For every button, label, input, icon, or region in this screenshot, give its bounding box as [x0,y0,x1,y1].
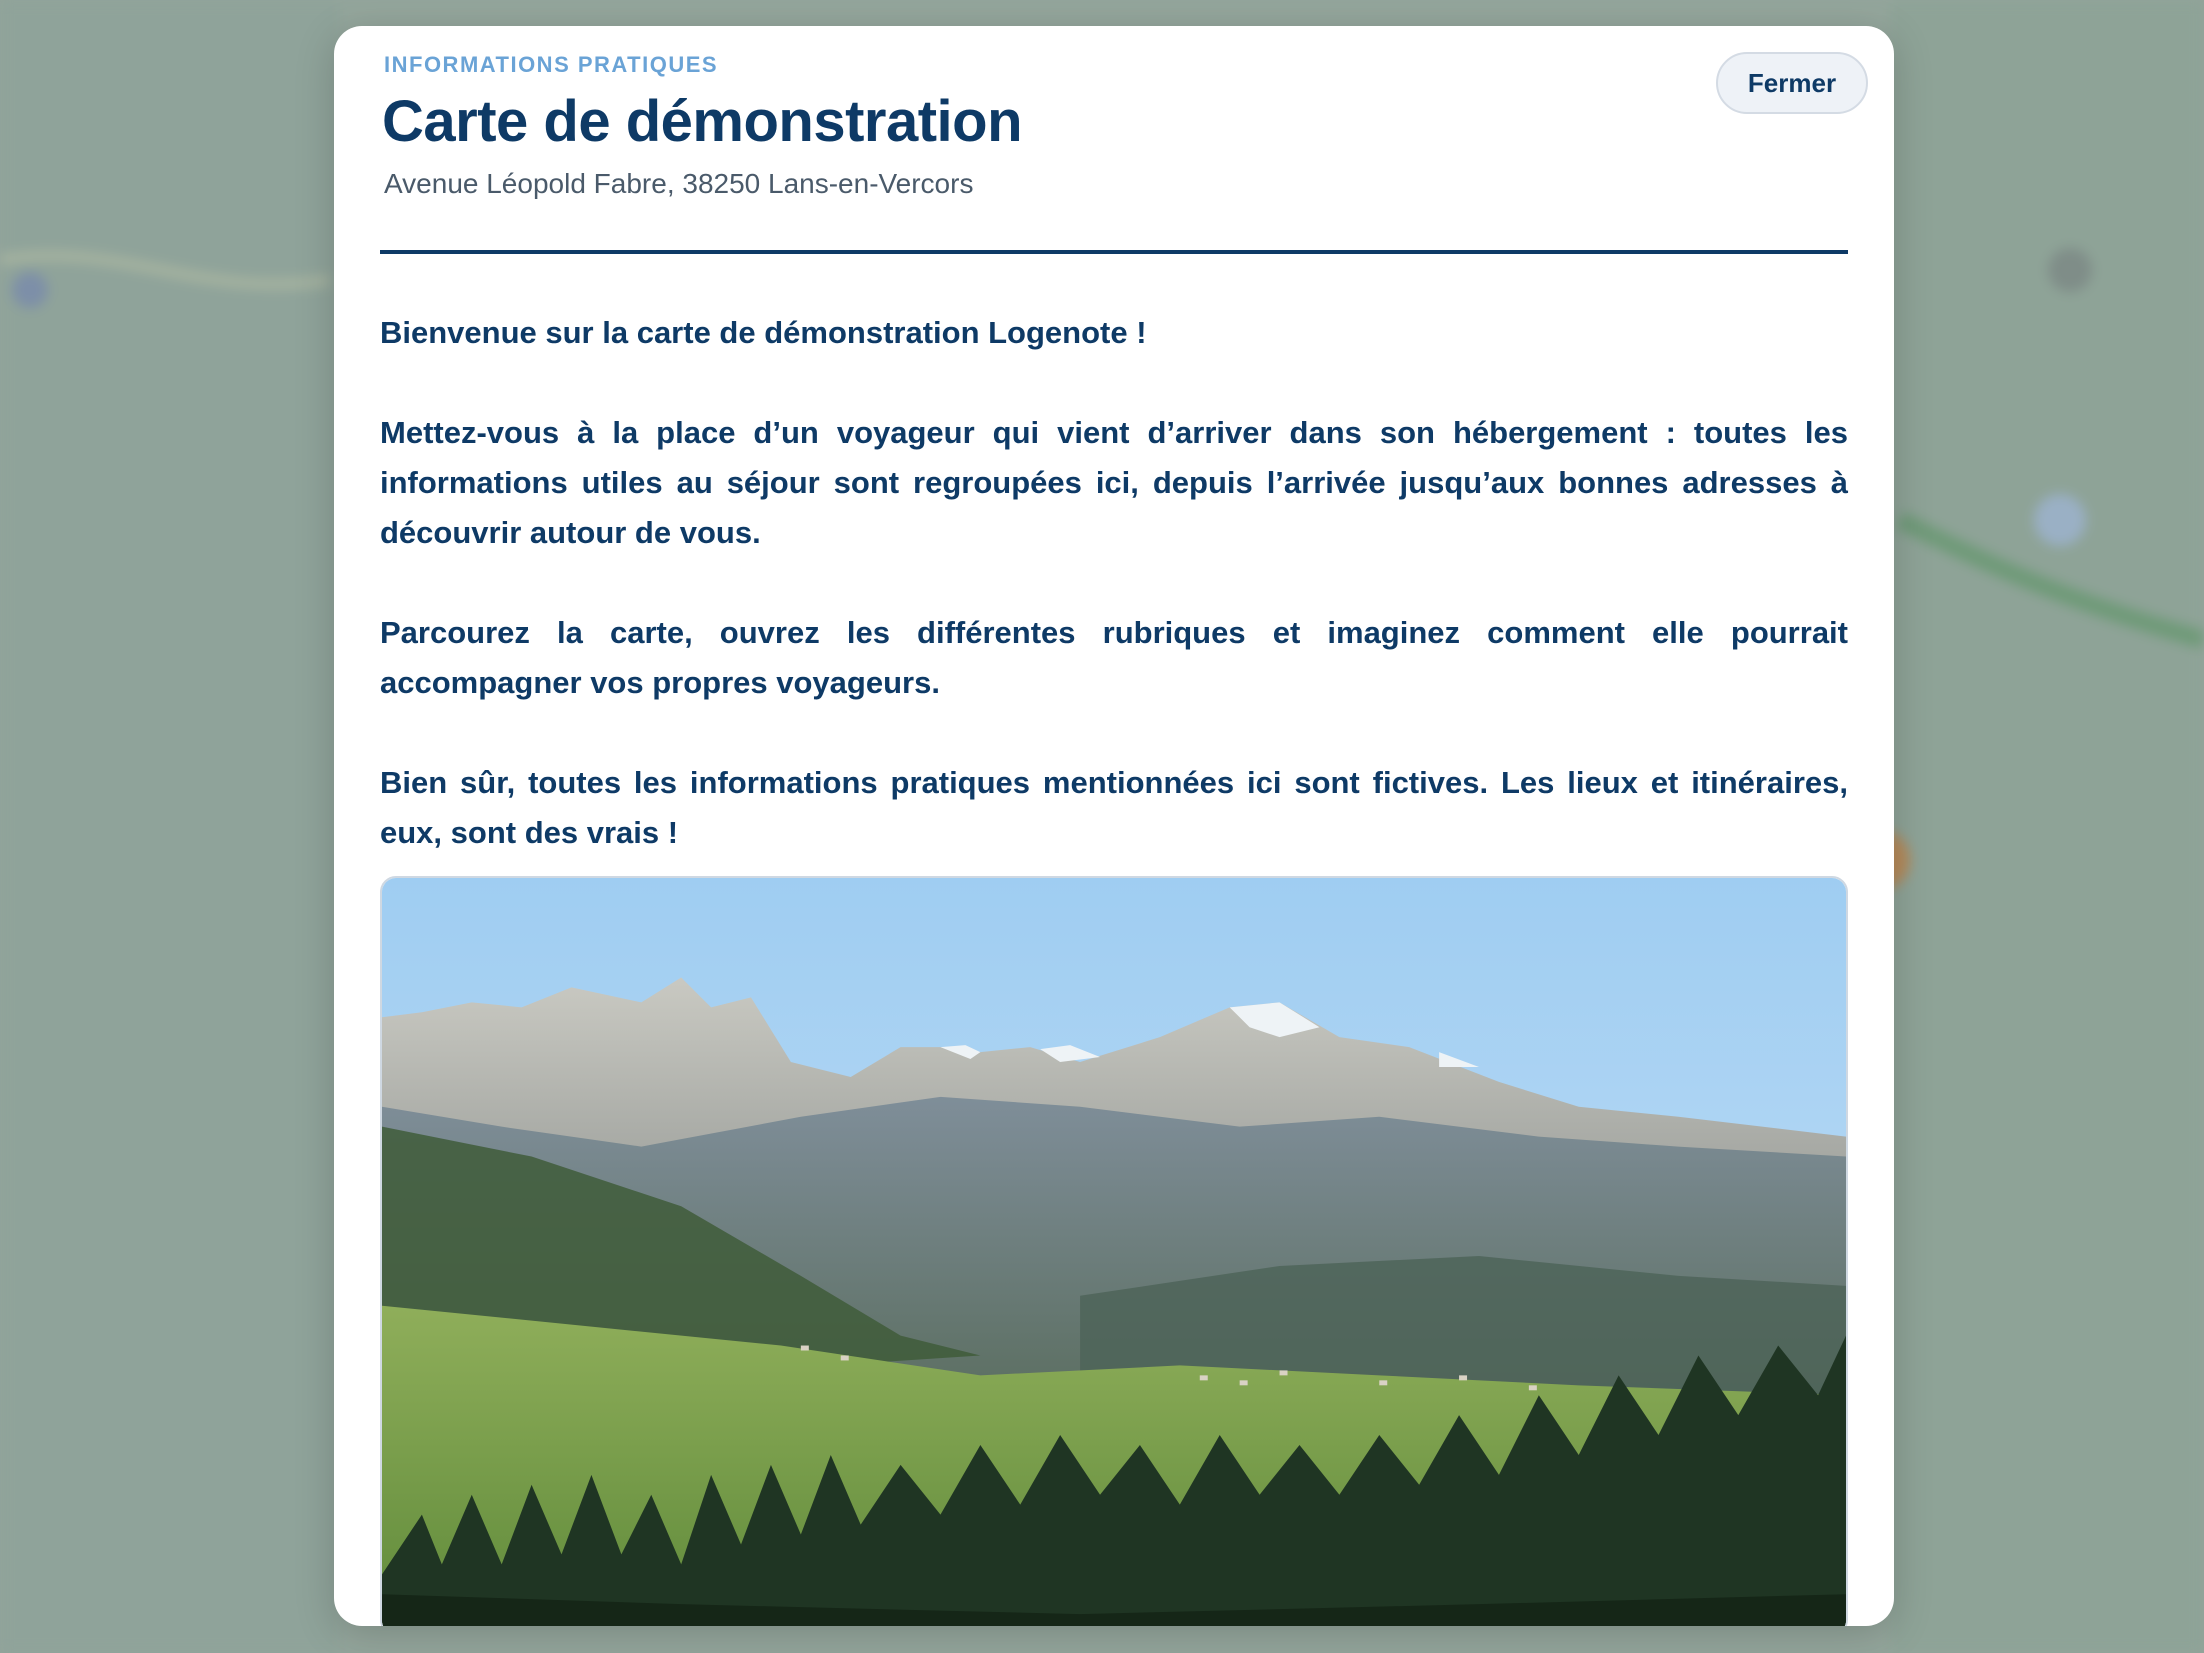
info-modal [334,26,1894,1626]
modal-body [380,308,1848,858]
modal-title: Carte de démonstration [382,89,1022,154]
paragraph-disclaimer: Bien sûr, toutes les informations pratiques mentionnées ici sont fictives. Les lieux et itinéraires, eux, sont des vrais ! [380,765,1848,850]
modal-eyebrow: INFORMATIONS PRATIQUES [384,52,719,77]
paragraph-welcome: Bienvenue sur la carte de démonstration Logenote ! [380,315,1147,350]
paragraph-intro: Mettez-vous à la place d’un voyageur qui vient d’arriver dans son hébergement : toutes les informations utiles au séjour sont regroupées ici, depuis l’arrivée jusqu’aux bonnes adresses à découvrir autour de vous. [380,415,1848,550]
mountain-photo [380,876,1848,1626]
mountain-landscape-icon [382,878,1846,1626]
paragraph-explore: Parcourez la carte, ouvrez les différentes rubriques et imaginez comment elle pourrait accompagner vos propres voyageurs. [380,615,1848,700]
modal-address: Avenue Léopold Fabre, 38250 Lans-en-Vercors [384,168,974,199]
close-button[interactable]: Fermer [1716,52,1868,114]
header-divider [380,250,1848,254]
